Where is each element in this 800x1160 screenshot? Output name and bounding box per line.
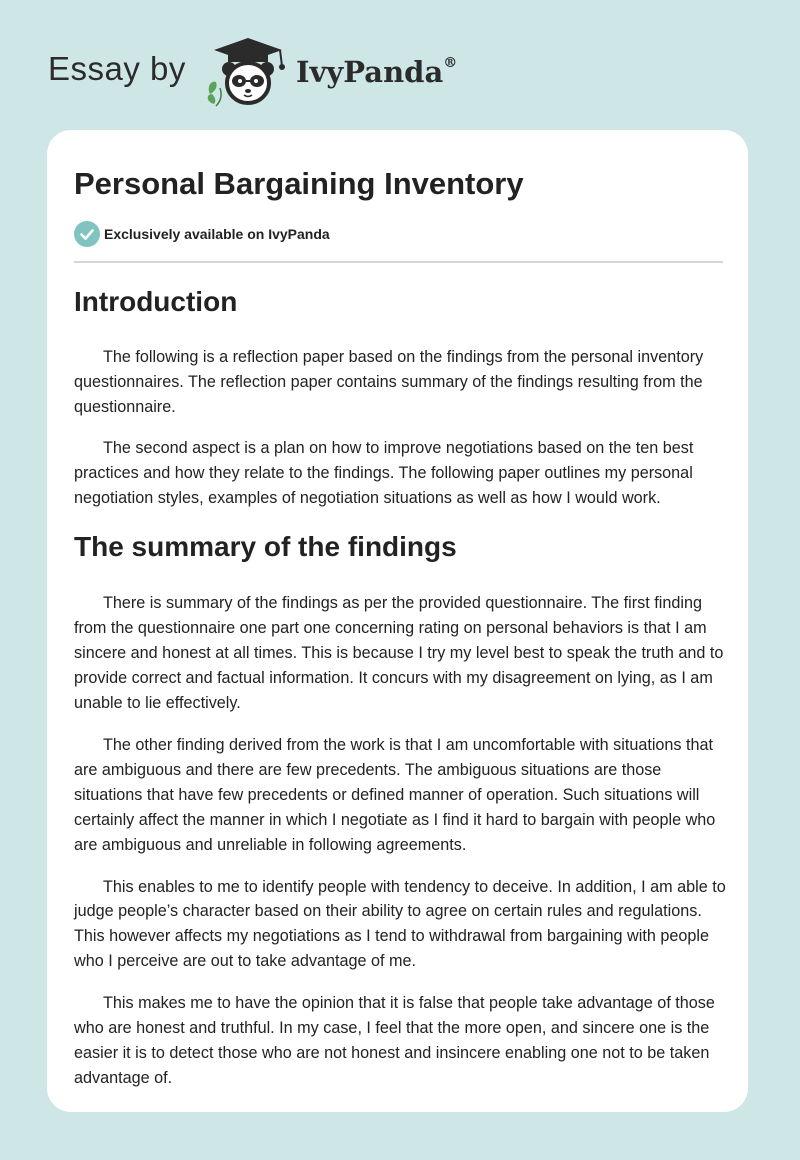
title-divider — [74, 261, 723, 263]
ivypanda-logo[interactable] — [200, 36, 292, 108]
exclusive-badge — [74, 221, 330, 247]
essay-by-label: Essay by — [48, 50, 186, 87]
paragraph: This makes me to have the opinion that it is false that people take advantage of those who are honest and truthful. In my case, I feel that the more open, and sincere one is the easier it is to detect those who are not honest and insincere enabling one not to be taken advantage of. — [74, 994, 715, 1087]
paragraph: The second aspect is a plan on how to improve negotiations based on the ten best practices and how they relate to the findings. The following paper outlines my personal negotiation styles, examples of negotiation situations as well as how I would work. — [74, 438, 694, 507]
essay-title: Personal Bargaining Inventory — [74, 166, 524, 201]
paragraph: This enables to me to identify people with tendency to deceive. In addition, I am able to judge people’s character based on their ability to agree on certain rules and regulations. This however affects my negotiations as I tend to withdrawal from bargaining with people who I perceive are out to take advantage of me. — [74, 877, 726, 971]
section-heading-summary: The summary of the findings — [74, 531, 457, 563]
check-circle-icon — [74, 221, 100, 247]
paragraph: There is summary of the findings as per the provided questionnaire. The first finding from the questionnaire one part one concerning rating on personal behaviors is that I am sincere and honest at all times. This is because I try my level best to speak the truth and to provide correct and factual information. It concurs with my disagreement on lying, as I am unable to lie effectively. — [74, 594, 724, 713]
registered-mark: ® — [443, 55, 458, 72]
panda-graduate-icon — [200, 36, 292, 108]
essay-card — [47, 130, 748, 1112]
brand-name-text: IvyPanda — [296, 55, 444, 89]
essay-content — [74, 280, 726, 1091]
exclusive-badge-text: Exclusively available on IvyPanda — [104, 226, 330, 242]
brand-name — [296, 55, 457, 89]
paragraph: The following is a reflection paper based on the findings from the personal inventory questionnaires. The reflection paper contains summary of the findings resulting from the questionnaire. — [74, 348, 704, 416]
paragraph: The other finding derived from the work is that I am uncomfortable with situations that are ambiguous and there are few precedents. The ambiguous situations are those situations that have few precedents or defined manner of operation. Such situations will certainly affect the manner in which I negotiate as I find it hard to bargain with people who are ambiguous and unreliable in following agreements. — [74, 735, 716, 854]
section-heading-introduction: Introduction — [74, 286, 238, 317]
site-header — [0, 0, 800, 130]
